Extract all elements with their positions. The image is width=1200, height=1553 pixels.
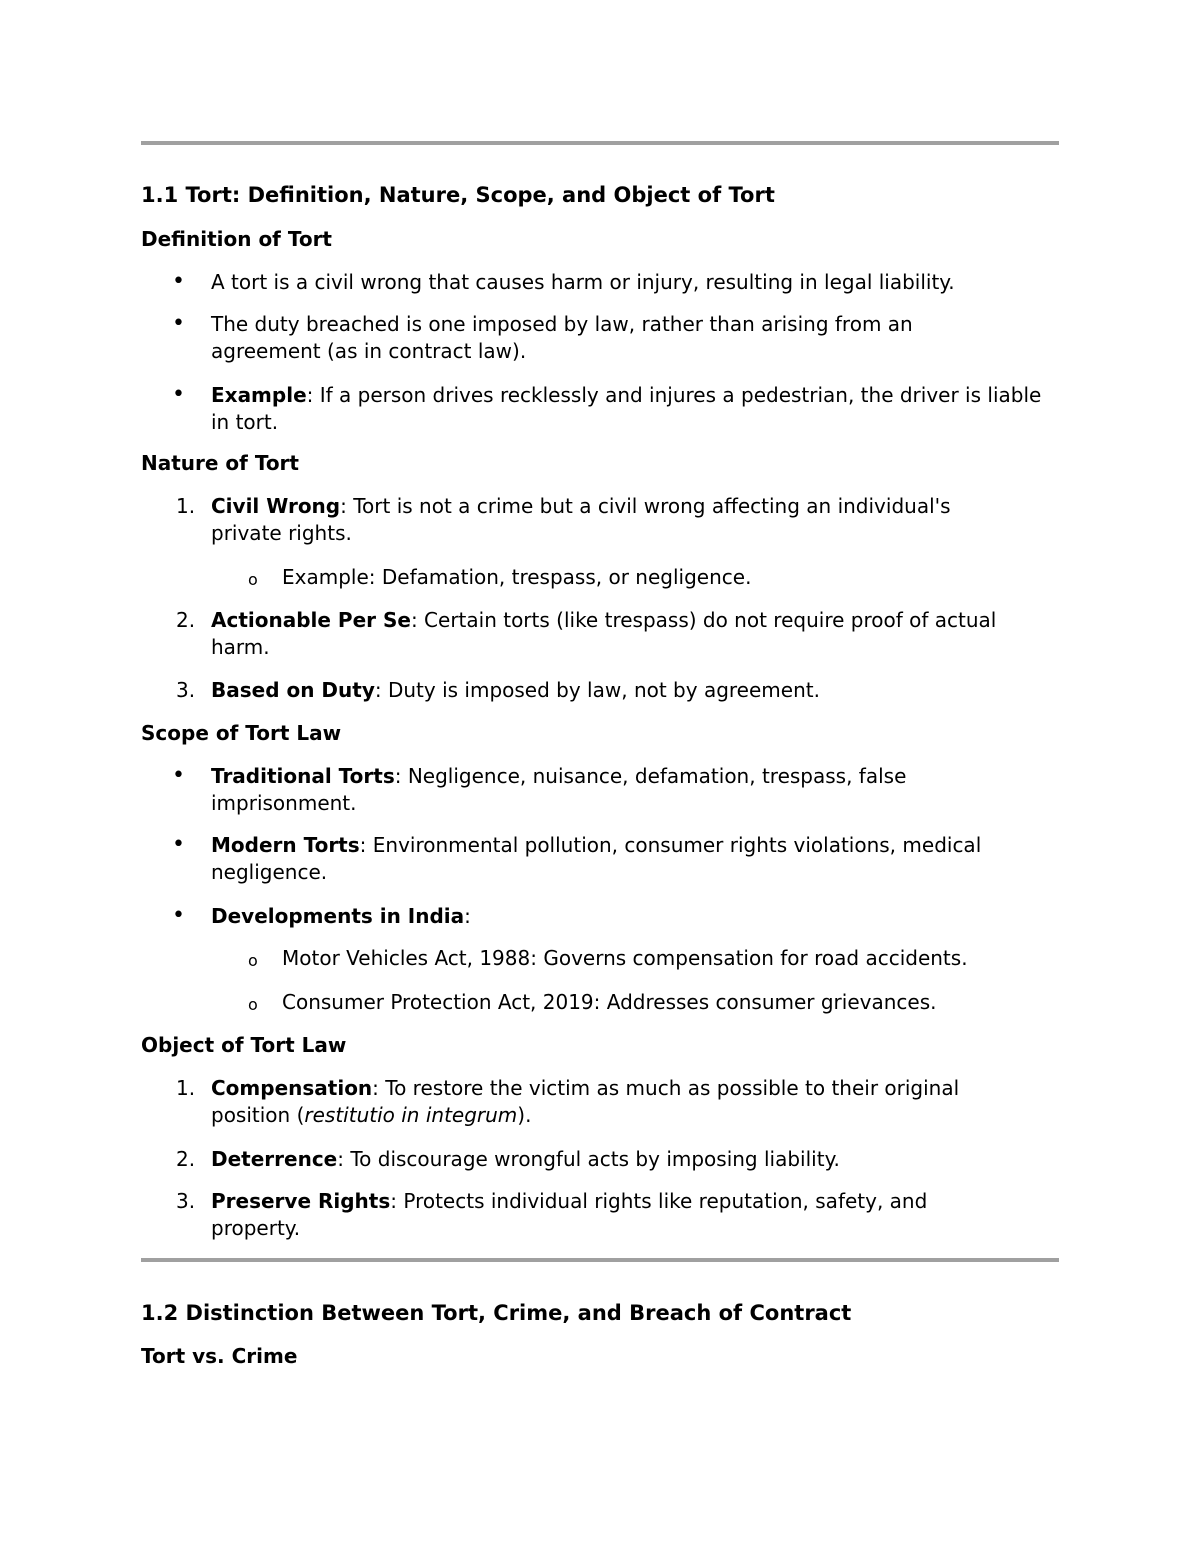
nature-text: : Tort is not a crime but a civil wrong affecting an individual's private rights. — [211, 494, 951, 545]
nature-term: Civil Wrong — [211, 494, 341, 518]
object-italic: restitutio in integrum — [304, 1103, 518, 1127]
bullet-marker: • — [172, 269, 185, 294]
scope-text: : Environmental pollution, consumer rights violations, medical negligence. — [211, 833, 982, 884]
object-term: Deterrence — [211, 1147, 338, 1171]
nature-sub-example: Example: Defamation, trespass, or negligence. — [282, 565, 752, 589]
object-item-1 — [211, 1075, 1031, 1129]
object-text: : To discourage wrongful acts by imposing liability. — [337, 1147, 840, 1171]
nature-term: Actionable Per Se — [211, 608, 411, 632]
list-number: 2. — [176, 1147, 196, 1171]
scope-item-2 — [211, 832, 1056, 886]
heading-object: Object of Tort Law — [141, 1033, 347, 1057]
nature-text: : Certain torts (like trespass) do not require proof of actual harm. — [211, 608, 997, 659]
scope-sub-1: Motor Vehicles Act, 1988: Governs compensation for road accidents. — [282, 946, 968, 970]
object-text: : Protects individual rights like reputation, safety, and property. — [211, 1189, 928, 1240]
nature-item-3 — [211, 677, 1061, 704]
section-divider — [141, 1258, 1059, 1262]
bullet-marker: • — [172, 311, 185, 336]
section-divider-top — [141, 141, 1059, 145]
list-number: 3. — [176, 678, 196, 702]
scope-term: Developments in India — [211, 904, 465, 928]
object-text: : To restore the victim as much as possible to their original position ( — [211, 1076, 960, 1127]
scope-text: : — [464, 904, 471, 928]
scope-item-1 — [211, 763, 981, 817]
sub-bullet-marker: o — [248, 951, 258, 970]
list-number: 3. — [176, 1189, 196, 1213]
scope-term: Modern Torts — [211, 833, 360, 857]
nature-text: : Duty is imposed by law, not by agreement. — [374, 678, 820, 702]
list-number: 1. — [176, 1076, 196, 1100]
definition-bullet-2: The duty breached is one imposed by law, rather than arising from an agreement (as in contract law). — [211, 312, 913, 363]
bullet-marker: • — [172, 832, 185, 857]
heading-tort-vs-crime: Tort vs. Crime — [141, 1344, 298, 1368]
definition-bullet-1: A tort is a civil wrong that causes harm or injury, resulting in legal liability. — [211, 270, 955, 294]
nature-term: Based on Duty — [211, 678, 375, 702]
sub-bullet-marker: o — [248, 570, 258, 589]
scope-term: Traditional Torts — [211, 764, 395, 788]
scope-text: : Negligence, nuisance, defamation, trespass, false imprisonment. — [211, 764, 907, 815]
list-number: 1. — [176, 494, 196, 518]
definition-example — [211, 382, 1051, 436]
object-item-3 — [211, 1188, 1001, 1242]
object-text-end: ). — [517, 1103, 532, 1127]
list-number: 2. — [176, 608, 196, 632]
nature-item-2 — [211, 607, 1001, 661]
object-item-2 — [211, 1146, 1061, 1173]
heading-nature: Nature of Tort — [141, 451, 299, 475]
sub-bullet-marker: o — [248, 995, 258, 1014]
example-text: : If a person drives recklessly and injures a pedestrian, the driver is liable in tort. — [211, 383, 1042, 434]
bullet-marker: • — [172, 763, 185, 788]
heading-definition: Definition of Tort — [141, 227, 332, 251]
bullet-marker: • — [172, 382, 185, 407]
nature-item-1 — [211, 493, 1021, 547]
scope-sub-2: Consumer Protection Act, 2019: Addresses consumer grievances. — [282, 990, 937, 1014]
object-term: Compensation — [211, 1076, 373, 1100]
example-term: Example — [211, 383, 307, 407]
heading-scope: Scope of Tort Law — [141, 721, 342, 745]
scope-item-3 — [211, 903, 1061, 930]
object-term: Preserve Rights — [211, 1189, 391, 1213]
bullet-marker: • — [172, 903, 185, 928]
section-title-1-2: 1.2 Distinction Between Tort, Crime, and Breach of Contract — [141, 1301, 852, 1325]
section-title-1-1: 1.1 Tort: Definition, Nature, Scope, and Object of Tort — [141, 183, 775, 207]
